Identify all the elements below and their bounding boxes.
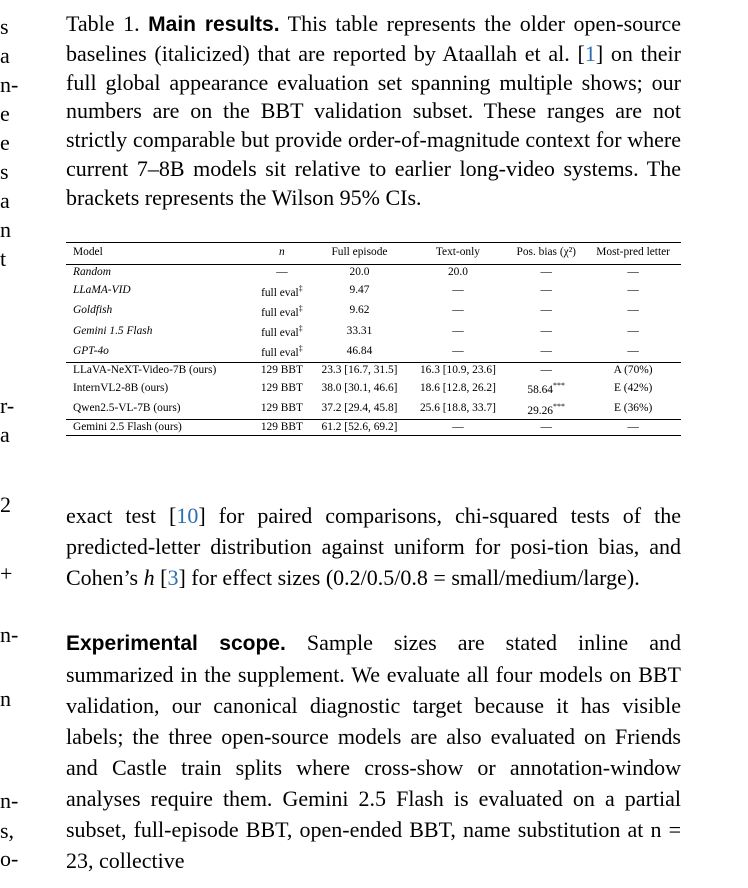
results-table — [66, 242, 681, 437]
table-cell: — — [627, 304, 639, 317]
table-cell: — — [627, 283, 639, 296]
table-cell: E (36%) — [613, 401, 653, 414]
table-row — [66, 265, 681, 281]
para1-text-3: [ — [154, 565, 168, 591]
header-model: Model — [66, 242, 254, 265]
table-row — [66, 321, 681, 341]
para1-text-4: ] for effect sizes (0.2/0.5/0.8 = small/medium/large). — [178, 565, 640, 591]
model-name-cell: LLaVA-NeXT-Video-7B (ours) — [66, 362, 254, 378]
column-fragment: s — [0, 159, 9, 184]
header-most-pred-letter: Most-pred letter — [585, 242, 681, 265]
column-fragment: n- — [0, 622, 19, 647]
column-fragment: n- — [0, 788, 19, 813]
table-cell: full eval‡ — [261, 303, 303, 319]
table-cell: full eval‡ — [261, 283, 303, 299]
table-cell: 29.26*** — [527, 401, 566, 417]
table-cell: — — [585, 419, 681, 436]
table-cell: — — [627, 266, 639, 279]
table-cell: 20.0 — [447, 266, 468, 279]
table-cell: A (70%) — [585, 362, 681, 378]
table-cell: 38.0 [30.1, 46.6] — [321, 381, 398, 394]
table-cell: — — [276, 266, 288, 279]
table-cell: 33.31 — [346, 324, 373, 337]
para1-text-1: exact test [ — [66, 503, 177, 529]
model-name-cell: Random — [73, 266, 111, 279]
table-cell: — — [540, 266, 552, 279]
table-cell: 9.47 — [349, 283, 370, 296]
table-cell: — — [452, 304, 464, 317]
column-fragment: o- — [0, 846, 19, 871]
table-cell: 129 BBT — [260, 401, 303, 414]
header-pos-bias: Pos. bias (χ²) — [507, 242, 585, 265]
table-cell: 9.62 — [349, 304, 370, 317]
model-name-cell: InternVL2-8B (ours) — [73, 381, 169, 394]
model-name-cell: GPT-4o — [73, 344, 109, 357]
caption-text-1: This table represents the older open-source baselines (italicized) that are reported by Ataallah et al. [ — [66, 11, 682, 66]
section-heading: Experimental scope. — [66, 632, 286, 656]
table-row — [66, 341, 681, 362]
model-name-cell: Gemini 1.5 Flash — [73, 324, 153, 337]
table-cell: full eval‡ — [261, 344, 303, 360]
table-row — [66, 399, 681, 420]
adjacent-column-fragments — [0, 0, 19, 888]
table-cell: — — [540, 283, 552, 296]
table-cell: 25.6 [18.8, 33.7] — [419, 401, 496, 414]
column-fragment: a — [0, 188, 10, 213]
table-cell: E (42%) — [613, 381, 653, 394]
table-cell: 46.84 — [346, 344, 373, 357]
table-cell: — — [452, 283, 464, 296]
table-cell: 61.2 [52.6, 69.2] — [310, 419, 408, 436]
column-fragment: a — [0, 422, 10, 447]
para2-text: Sample sizes are stated inline and summarized in the supplement. We evaluate all four models on BBT validation, our canonical diagnostic target because it has visible labels; the three open-source models are also evaluated on Friends and Castle train splits where cross-show or annotation-window analyses require them. Gemini 2.5 Flash is evaluated on a partial subset, full-episode BBT, open-ended BBT, name substitution at n = 23, collective — [66, 630, 681, 874]
math-h: h — [143, 565, 155, 591]
table-row — [66, 419, 681, 436]
column-fragment: r- — [0, 393, 15, 418]
table-cell: — — [540, 324, 552, 337]
table-cell: 58.64*** — [527, 381, 566, 397]
table-cell: 20.0 — [349, 266, 370, 279]
table-row — [66, 378, 681, 398]
table-cell: 129 BBT — [260, 381, 303, 394]
paragraph-stats-methods — [66, 500, 681, 593]
column-fragment: t — [0, 246, 7, 271]
table-cell: — — [540, 304, 552, 317]
column-fragment: e — [0, 101, 10, 126]
para1-text-2: ] for paired comparisons, chi-squared tests of the predicted-letter distribution against uniform for posi-tion bias, and Cohen’s — [66, 503, 681, 591]
table-cell: — — [627, 344, 639, 357]
paragraph-experimental-scope — [66, 627, 681, 876]
column-fragment: n- — [0, 72, 19, 97]
table-cell: 23.3 [16.7, 31.5] — [310, 362, 408, 378]
table-caption — [66, 10, 681, 213]
column-fragment: + — [0, 561, 13, 586]
table-cell: full eval‡ — [261, 324, 303, 339]
header-full-episode: Full episode — [310, 242, 408, 265]
caption-text-2: ] on their full global appearance evaluation set spanning multiple shows; our numbers are on the BBT validation subset. These ranges are not strictly comparable but provide order-of-magnitude context for where current 7–8B models sit relative to earlier long-video systems. The brackets represents the Wilson 95% CIs. — [66, 40, 681, 210]
table-cell: — — [507, 362, 585, 378]
column-fragment: n — [0, 217, 11, 242]
table-cell: — — [409, 419, 507, 436]
caption-label: Table 1. — [66, 11, 140, 36]
table-cell: — — [627, 324, 639, 337]
column-fragment: a — [0, 43, 10, 68]
table-cell: 37.2 [29.4, 45.8] — [321, 401, 398, 414]
column-fragment: e — [0, 130, 10, 155]
citation-link[interactable]: 10 — [176, 503, 199, 529]
caption-bold-title: Main results. — [148, 13, 280, 36]
table-cell: 16.3 [10.9, 23.6] — [409, 362, 507, 378]
header-n: n — [254, 242, 311, 265]
table-body — [66, 265, 681, 436]
model-name-cell: Qwen2.5-VL-7B (ours) — [73, 401, 181, 414]
table-cell: 18.6 [12.8, 26.2] — [419, 381, 496, 394]
header-text-only: Text-only — [409, 242, 507, 265]
citation-link[interactable]: 1 — [584, 40, 596, 66]
table-header-row — [66, 242, 681, 265]
table-row — [66, 301, 681, 321]
citation-link[interactable]: 3 — [167, 565, 179, 591]
column-fragment: 2 — [0, 492, 11, 517]
table-cell: — — [507, 419, 585, 436]
column-fragment: s, — [0, 818, 15, 843]
table-cell: — — [540, 344, 552, 357]
page-content — [66, 10, 681, 876]
table-row — [66, 362, 681, 378]
model-name-cell: Goldfish — [73, 304, 113, 317]
table-cell: 129 BBT — [254, 419, 311, 436]
model-name-cell: LLaMA-VID — [73, 283, 131, 296]
table-cell: 129 BBT — [254, 362, 311, 378]
table-cell: — — [452, 324, 464, 337]
column-fragment: s — [0, 14, 9, 39]
column-fragment: n — [0, 686, 11, 711]
model-name-cell: Gemini 2.5 Flash (ours) — [66, 419, 254, 436]
table-row — [66, 281, 681, 301]
table-cell: — — [452, 344, 464, 357]
